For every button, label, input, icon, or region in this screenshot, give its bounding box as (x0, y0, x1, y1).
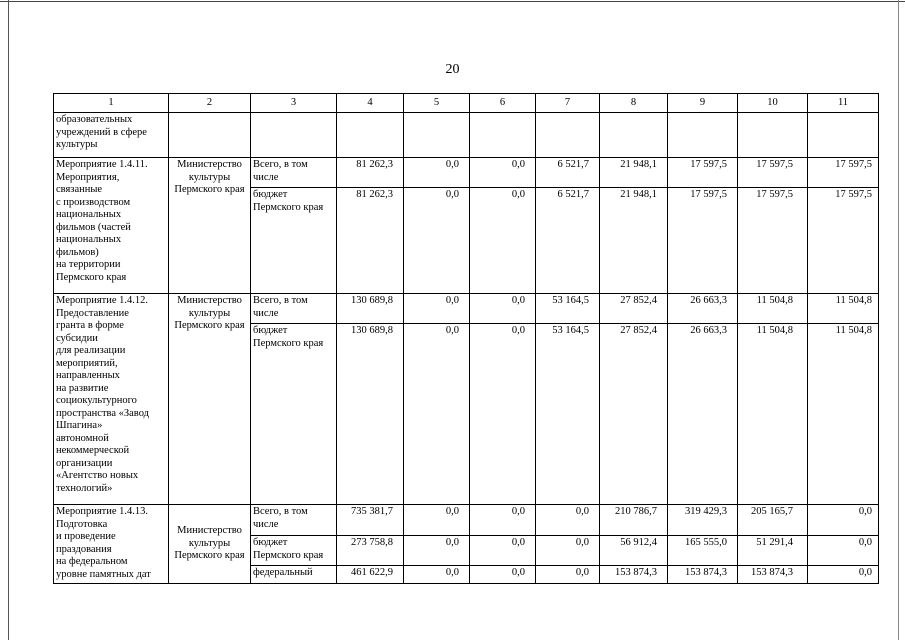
value-cell: 0,0 (404, 324, 470, 505)
column-header: 9 (668, 94, 738, 113)
value-cell: 51 291,4 (738, 536, 808, 566)
value-cell: 11 504,8 (738, 324, 808, 505)
column-header: 8 (600, 94, 668, 113)
column-header: 7 (536, 94, 600, 113)
scan-edge-left (8, 0, 9, 640)
table-row (54, 505, 879, 536)
scan-edge-right (898, 0, 899, 640)
value-cell: 153 874,3 (600, 566, 668, 584)
value-cell: 0,0 (404, 566, 470, 584)
value-cell: 26 663,3 (668, 294, 738, 324)
value-cell: 21 948,1 (600, 158, 668, 188)
value-cell: 0,0 (470, 294, 536, 324)
funding-source-cell: Всего, в том числе (251, 294, 337, 324)
empty-cell (668, 113, 738, 158)
value-cell: 27 852,4 (600, 324, 668, 505)
value-cell: 0,0 (808, 536, 879, 566)
funding-source-cell: бюджет Пермского края (251, 536, 337, 566)
empty-cell (169, 113, 251, 158)
value-cell: 0,0 (470, 188, 536, 294)
empty-cell (738, 113, 808, 158)
page-number: 20 (445, 62, 460, 77)
table-row (54, 294, 879, 324)
executor-cell: Министерство культуры Пермского края (169, 158, 251, 294)
value-cell: 0,0 (808, 505, 879, 536)
column-header: 11 (808, 94, 879, 113)
value-cell: 56 912,4 (600, 536, 668, 566)
column-header: 10 (738, 94, 808, 113)
empty-cell (470, 113, 536, 158)
value-cell: 273 758,8 (337, 536, 404, 566)
value-cell: 0,0 (808, 566, 879, 584)
event-name-cell: Мероприятие 1.4.12. Предоставление гранта в форме субсидии для реализации мероприятий, направленных на развитие социокультурного пространства «Завод Шпагина» автономной некоммерческой организации «Агентство новых технологий» (54, 294, 169, 505)
value-cell: 0,0 (470, 536, 536, 566)
value-cell: 0,0 (404, 505, 470, 536)
value-cell: 53 164,5 (536, 294, 600, 324)
value-cell: 6 521,7 (536, 158, 600, 188)
value-cell: 27 852,4 (600, 294, 668, 324)
column-header: 2 (169, 94, 251, 113)
empty-cell (808, 113, 879, 158)
event-name-cell: образовательных учреждений в сфере культуры (54, 113, 169, 158)
value-cell: 53 164,5 (536, 324, 600, 505)
column-header: 6 (470, 94, 536, 113)
budget-table (53, 93, 879, 584)
value-cell: 0,0 (470, 324, 536, 505)
column-header: 3 (251, 94, 337, 113)
value-cell: 0,0 (404, 158, 470, 188)
value-cell: 17 597,5 (668, 188, 738, 294)
funding-source-cell: Всего, в том числе (251, 158, 337, 188)
value-cell: 210 786,7 (600, 505, 668, 536)
value-cell: 81 262,3 (337, 188, 404, 294)
value-cell: 11 504,8 (738, 294, 808, 324)
column-header: 4 (337, 94, 404, 113)
scan-edge-top (0, 1, 905, 2)
value-cell: 11 504,8 (808, 294, 879, 324)
value-cell: 17 597,5 (668, 158, 738, 188)
value-cell: 0,0 (470, 158, 536, 188)
value-cell: 17 597,5 (738, 188, 808, 294)
value-cell: 81 262,3 (337, 158, 404, 188)
value-cell: 153 874,3 (668, 566, 738, 584)
empty-cell (251, 113, 337, 158)
value-cell: 319 429,3 (668, 505, 738, 536)
empty-cell (404, 113, 470, 158)
value-cell: 0,0 (404, 188, 470, 294)
value-cell: 26 663,3 (668, 324, 738, 505)
value-cell: 11 504,8 (808, 324, 879, 505)
value-cell: 0,0 (404, 536, 470, 566)
continuation-row (54, 113, 879, 158)
column-header: 5 (404, 94, 470, 113)
column-header: 1 (54, 94, 169, 113)
value-cell: 130 689,8 (337, 294, 404, 324)
value-cell: 735 381,7 (337, 505, 404, 536)
value-cell: 153 874,3 (738, 566, 808, 584)
table-row (54, 158, 879, 188)
value-cell: 21 948,1 (600, 188, 668, 294)
empty-cell (600, 113, 668, 158)
event-name-cell: Мероприятие 1.4.11. Мероприятия, связанные с производством национальных фильмов (частей национальных фильмов) на территории Пермского края (54, 158, 169, 294)
empty-cell (337, 113, 404, 158)
column-number-row (54, 94, 879, 113)
funding-source-cell: бюджет Пермского края (251, 188, 337, 294)
value-cell: 461 622,9 (337, 566, 404, 584)
value-cell: 17 597,5 (738, 158, 808, 188)
funding-source-cell: Всего, в том числе (251, 505, 337, 536)
executor-cell: Министерство культуры Пермского края (169, 294, 251, 505)
value-cell: 17 597,5 (808, 188, 879, 294)
value-cell: 0,0 (404, 294, 470, 324)
funding-source-cell: федеральный (251, 566, 337, 584)
executor-cell: Министерство культуры Пермского края (169, 505, 251, 584)
value-cell: 0,0 (470, 505, 536, 536)
value-cell: 17 597,5 (808, 158, 879, 188)
funding-source-cell: бюджет Пермского края (251, 324, 337, 505)
value-cell: 0,0 (470, 566, 536, 584)
value-cell: 205 165,7 (738, 505, 808, 536)
value-cell: 0,0 (536, 536, 600, 566)
value-cell: 165 555,0 (668, 536, 738, 566)
event-name-cell: Мероприятие 1.4.13. Подготовка и проведение праздования на федеральном уровне памятных дат (54, 505, 169, 584)
value-cell: 6 521,7 (536, 188, 600, 294)
empty-cell (536, 113, 600, 158)
value-cell: 0,0 (536, 505, 600, 536)
value-cell: 130 689,8 (337, 324, 404, 505)
value-cell: 0,0 (536, 566, 600, 584)
